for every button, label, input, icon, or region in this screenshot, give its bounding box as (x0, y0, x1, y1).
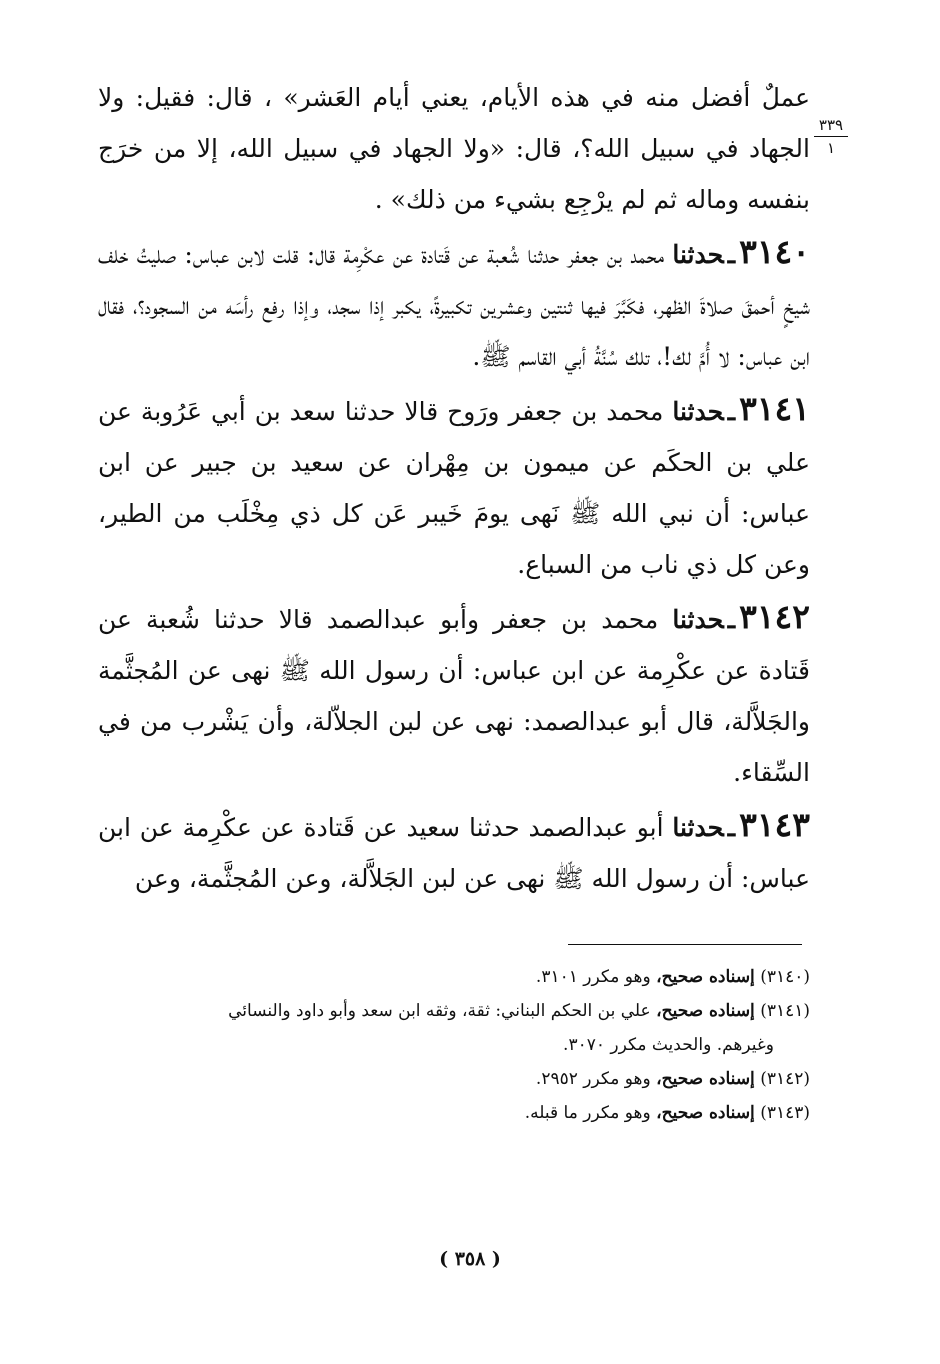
footnote-3141 (98, 994, 810, 1028)
hadith-dash: ـ (727, 240, 736, 269)
hadith-opening: حدثنا (672, 813, 724, 842)
hadith-3140 (98, 226, 810, 382)
intro-line-3: ثم لم يرْجِع بشيء من ذلك» . (374, 185, 678, 214)
hadith-3142 (98, 591, 810, 798)
hadith-opening: حدثنا (672, 605, 724, 634)
intro-line-2: في سبيل الله؟، قال: «ولا الجهاد في سبيل الله، إلا من خرَج بنفسه وماله (98, 134, 810, 214)
footnote-ref: (٣١٤١) (760, 1001, 810, 1021)
hadith-text: محمد بن جعفر وأبو عبدالصمد قالا حدثنا شُعبة عن قَتادة عن عكْرِمة عن ابن عباس: أن رسول الله ﷺ نهى عن المُجثَّمة والجَلاَّلة، قال أبو عبدالصمد: نهى عن لبن الجلاّلة، وأن يَشْرب من في السِّقاء. (98, 605, 810, 787)
margin-ref-top: ٣٣٩ (814, 117, 848, 137)
hadith-number: ٣١٤٠ (739, 232, 810, 271)
footnote-grading: إسناده صحيح، (656, 967, 755, 987)
hadith-text: محمد بن جعفر ورَوح قالا حدثنا سعد بن أبي عَرُوبة عن علي بن الحكَم عن ميمون بن مِهْران عن سعيد بن جبير عن ابن عباس: أن نبي الله ﷺ نَهى يومَ خَيبر عَن كل ذي مِخْلَب من الطير، وعن كل ذي ناب من السباع. (98, 397, 810, 579)
footnote-grading: إسناده صحيح، (656, 1001, 755, 1021)
footnote-text: وهو مكرر ٢٩٥٢. (535, 1069, 651, 1089)
margin-ref-bottom: ١ (826, 139, 836, 157)
hadith-number: ٣١٤١ (739, 389, 810, 428)
footnote-3143 (98, 1096, 810, 1130)
hadith-dash: ـ (727, 813, 736, 842)
footnote-grading: إسناده صحيح، (656, 1103, 755, 1123)
footnotes (98, 960, 810, 1130)
hadith-dash: ـ (727, 605, 736, 634)
footnote-3141-continuation: وغيرهم. والحديث مكرر ٣٠٧٠. (563, 1035, 774, 1055)
hadith-number: ٣١٤٢ (739, 597, 811, 636)
hadith-3141 (98, 383, 810, 590)
intro-line-1: عملٌ أفضل منه في هذه الأيام، يعني أيام العَشر» ، قال: فقيل: ولا الجهاد (98, 83, 810, 163)
footnote-ref: (٣١٤٣) (760, 1103, 810, 1123)
hadith-opening: حدثنا (672, 240, 724, 269)
hadith-dash: ـ (727, 397, 736, 426)
footnote-text: وهو مكرر ما قبله. (524, 1103, 651, 1123)
hadith-3143 (98, 799, 810, 904)
footnote-grading: إسناده صحيح، (656, 1069, 755, 1089)
hadith-text: محمد بن جعفر حدثنا شُعبة عن قَتادة عن عكْرِمة قال: قلت لابن عباس: صليتُ خلف شيخٍ أحمقَ صلاةَ الظهر، فكَبَّرَ فيها ثنتين وعشرين تكبيرةً، يكبر إذا سجد، وإذا رفع رأسَه من السجود؟، فقال ابن عباس: لا أُمَّ لك!، تلك سُنَّةُ أبي القاسم ﷺ. (98, 240, 810, 371)
footnote-divider (568, 944, 802, 945)
footnote-text: علي بن الحكم البناني: ثقة، وثقه ابن سعد وأبو داود والنسائي (228, 1001, 651, 1021)
margin-volume-reference (814, 117, 848, 156)
footnote-3140 (98, 960, 810, 994)
hadith-text: أبو عبدالصمد حدثنا سعيد عن قَتادة عن عكْرِمة عن ابن عباس: أن رسول الله ﷺ نهى عن لبن الجَلاَّلة، وعن المُجثَّمة، وعن (98, 813, 810, 893)
footnote-text: وهو مكرر ٣١٠١. (535, 967, 651, 987)
hadith-number: ٣١٤٣ (739, 805, 811, 844)
hadith-opening: حدثنا (672, 397, 724, 426)
intro-paragraph (98, 72, 810, 225)
footnote-ref: (٣١٤٢) (760, 1069, 810, 1089)
footnote-3142 (98, 1062, 810, 1096)
page-number: ( ٣٥٨ ) (439, 1248, 501, 1270)
main-text (98, 72, 810, 904)
footnote-ref: (٣١٤٠) (760, 967, 810, 987)
